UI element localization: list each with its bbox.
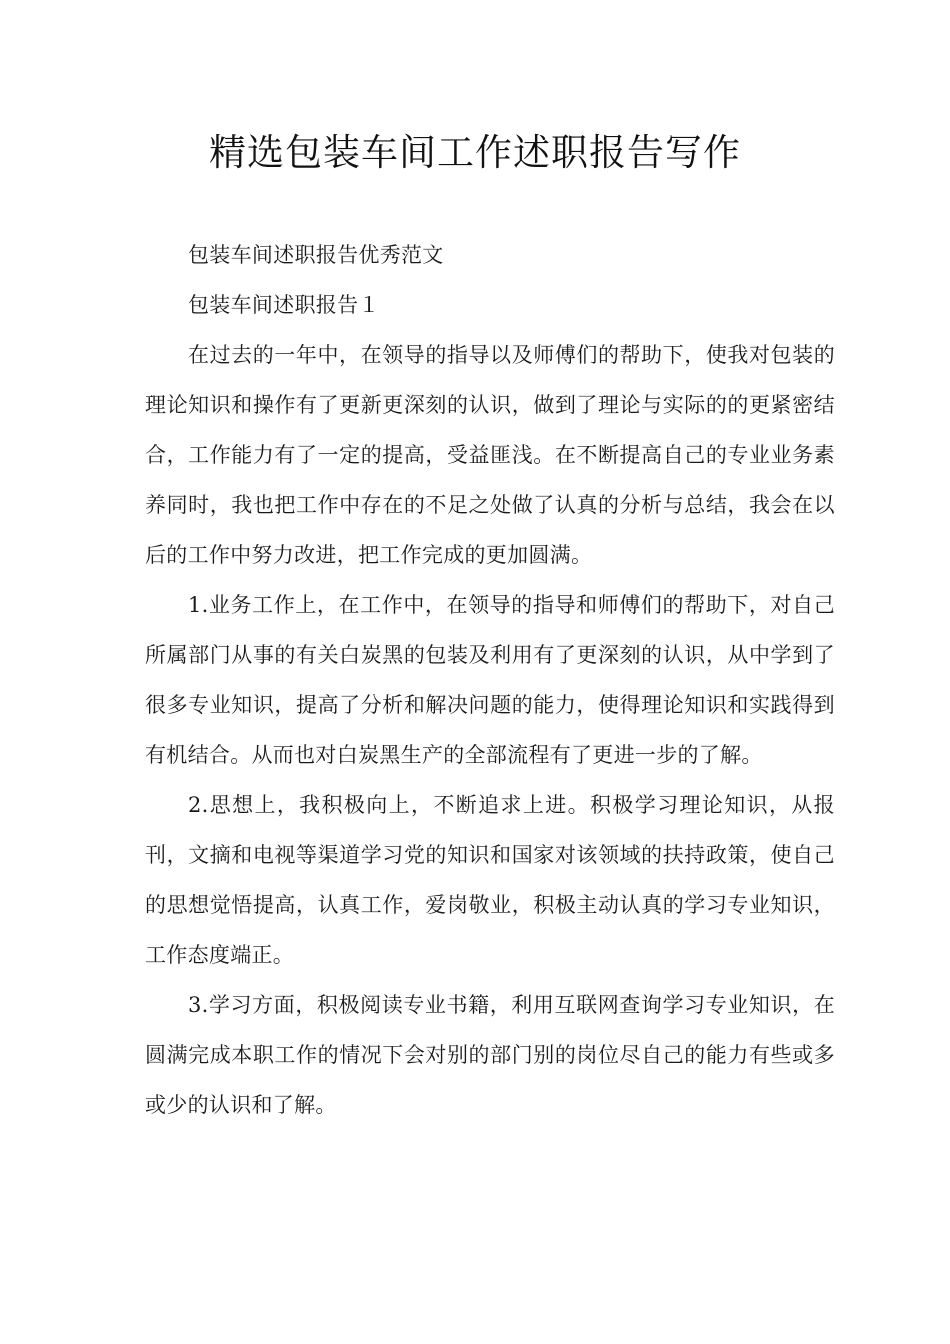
section-heading: 包装车间述职报告１ [188,293,380,317]
document-body [145,230,835,1130]
subtitle-paragraph: 包装车间述职报告优秀范文 [188,243,444,267]
intro-paragraph: 在过去的一年中，在领导的指导以及师傅们的帮助下，使我对包装的理论知识和操作有了更新更深刻的认识，做到了理论与实际的的更紧密结合，工作能力有了一定的提高，受益匪浅。在不断提高自己的专业业务素养同时，我也把工作中存在的不足之处做了认真的分析与总结，我会在以后的工作中努力改进，把工作完成的更加圆满。 [145,343,835,567]
point-1-paragraph: 1.业务工作上，在工作中，在领导的指导和师傅们的帮助下，对自己所属部门从事的有关白炭黑的包装及利用有了更深刻的认识，从中学到了很多专业知识，提高了分析和解决问题的能力，使得理论知识和实践得到有机结合。从而也对白炭黑生产的全部流程有了更进一步的了解。 [145,593,835,767]
point-2-paragraph: 2.思想上，我积极向上，不断追求上进。积极学习理论知识，从报刊，文摘和电视等渠道学习党的知识和国家对该领域的扶持政策，使自己的思想觉悟提高，认真工作，爱岗敬业，积极主动认真的学习专业知识，工作态度端正。 [145,793,835,967]
point-3-paragraph: 3.学习方面，积极阅读专业书籍，利用互联网查询学习专业知识，在圆满完成本职工作的情况下会对别的部门别的岗位尽自己的能力有些或多或少的认识和了解。 [145,993,835,1117]
page-title: 精选包装车间工作述职报告写作 [209,131,741,174]
